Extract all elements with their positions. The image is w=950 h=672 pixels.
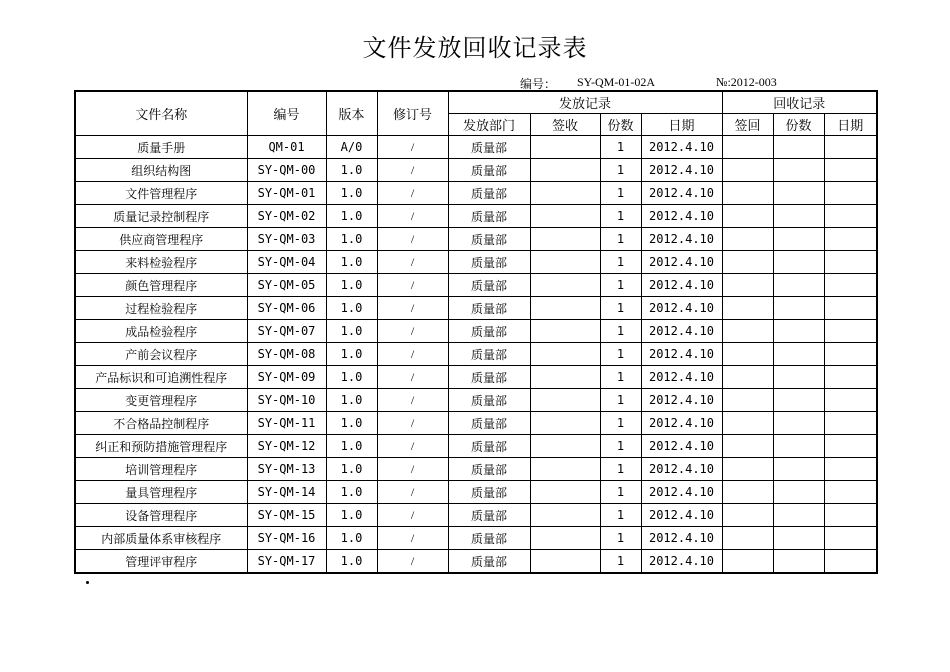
cell-recover-copies — [773, 159, 824, 182]
cell-recover-sign — [722, 481, 773, 504]
cell-issue-date: 2012.4.10 — [641, 504, 722, 527]
cell-issue-copies: 1 — [600, 136, 641, 159]
cell-recover-copies — [773, 320, 824, 343]
cell-recover-sign — [722, 343, 773, 366]
cell-revision: / — [377, 435, 448, 458]
bullet-dot — [86, 581, 89, 584]
cell-issue-sign — [530, 550, 600, 574]
table-row — [75, 159, 877, 182]
cell-code: SY-QM-17 — [247, 550, 326, 574]
cell-recover-sign — [722, 274, 773, 297]
cell-file-name: 文件管理程序 — [75, 182, 247, 205]
cell-issue-date: 2012.4.10 — [641, 159, 722, 182]
cell-issue-dept: 质量部 — [448, 481, 530, 504]
cell-version: 1.0 — [326, 297, 377, 320]
cell-issue-date: 2012.4.10 — [641, 297, 722, 320]
cell-issue-sign — [530, 274, 600, 297]
cell-recover-copies — [773, 343, 824, 366]
cell-recover-copies — [773, 297, 824, 320]
cell-version: 1.0 — [326, 182, 377, 205]
cell-revision: / — [377, 159, 448, 182]
table-row — [75, 527, 877, 550]
cell-issue-date: 2012.4.10 — [641, 412, 722, 435]
cell-revision: / — [377, 228, 448, 251]
cell-code: SY-QM-16 — [247, 527, 326, 550]
cell-revision: / — [377, 458, 448, 481]
cell-recover-copies — [773, 504, 824, 527]
cell-recover-sign — [722, 504, 773, 527]
cell-issue-sign — [530, 136, 600, 159]
cell-code: SY-QM-09 — [247, 366, 326, 389]
cell-revision: / — [377, 251, 448, 274]
cell-recover-date — [824, 274, 877, 297]
cell-issue-sign — [530, 205, 600, 228]
cell-issue-dept: 质量部 — [448, 412, 530, 435]
cell-issue-date: 2012.4.10 — [641, 228, 722, 251]
cell-recover-copies — [773, 550, 824, 574]
cell-code: SY-QM-01 — [247, 182, 326, 205]
cell-version: 1.0 — [326, 481, 377, 504]
cell-issue-dept: 质量部 — [448, 366, 530, 389]
cell-issue-sign — [530, 297, 600, 320]
table-row — [75, 205, 877, 228]
table-row — [75, 389, 877, 412]
cell-version: 1.0 — [326, 458, 377, 481]
distribution-record-table — [74, 90, 878, 574]
cell-recover-copies — [773, 251, 824, 274]
cell-revision: / — [377, 366, 448, 389]
cell-file-name: 量具管理程序 — [75, 481, 247, 504]
table-row — [75, 481, 877, 504]
cell-recover-copies — [773, 412, 824, 435]
cell-recover-copies — [773, 389, 824, 412]
cell-recover-sign — [722, 297, 773, 320]
cell-file-name: 产前会议程序 — [75, 343, 247, 366]
cell-recover-copies — [773, 481, 824, 504]
cell-issue-copies: 1 — [600, 550, 641, 574]
cell-recover-date — [824, 228, 877, 251]
cell-code: SY-QM-10 — [247, 389, 326, 412]
cell-revision: / — [377, 182, 448, 205]
cell-issue-copies: 1 — [600, 159, 641, 182]
cell-recover-date — [824, 251, 877, 274]
cell-file-name: 纠正和预防措施管理程序 — [75, 435, 247, 458]
cell-recover-copies — [773, 274, 824, 297]
cell-version: 1.0 — [326, 205, 377, 228]
cell-issue-sign — [530, 435, 600, 458]
cell-revision: / — [377, 274, 448, 297]
cell-recover-copies — [773, 435, 824, 458]
cell-issue-date: 2012.4.10 — [641, 320, 722, 343]
cell-issue-dept: 质量部 — [448, 159, 530, 182]
cell-code: SY-QM-07 — [247, 320, 326, 343]
cell-issue-copies: 1 — [600, 274, 641, 297]
table-row — [75, 251, 877, 274]
cell-recover-date — [824, 343, 877, 366]
cell-recover-copies — [773, 205, 824, 228]
cell-issue-copies: 1 — [600, 182, 641, 205]
cell-issue-sign — [530, 343, 600, 366]
cell-issue-copies: 1 — [600, 228, 641, 251]
cell-version: 1.0 — [326, 389, 377, 412]
cell-issue-sign — [530, 182, 600, 205]
cell-recover-date — [824, 320, 877, 343]
header-version: 版本 — [326, 91, 377, 136]
header-revision: 修订号 — [377, 91, 448, 136]
cell-issue-sign — [530, 320, 600, 343]
cell-file-name: 质量手册 — [75, 136, 247, 159]
cell-issue-sign — [530, 458, 600, 481]
cell-version: 1.0 — [326, 159, 377, 182]
header-code: 编号 — [247, 91, 326, 136]
cell-recover-copies — [773, 228, 824, 251]
header-recover-date: 日期 — [824, 114, 877, 136]
table-row — [75, 320, 877, 343]
cell-recover-date — [824, 458, 877, 481]
cell-version: 1.0 — [326, 251, 377, 274]
cell-recover-copies — [773, 366, 824, 389]
table-row — [75, 412, 877, 435]
cell-issue-sign — [530, 504, 600, 527]
cell-issue-dept: 质量部 — [448, 182, 530, 205]
table-row — [75, 504, 877, 527]
cell-recover-copies — [773, 527, 824, 550]
cell-file-name: 来料检验程序 — [75, 251, 247, 274]
cell-recover-sign — [722, 366, 773, 389]
cell-file-name: 供应商管理程序 — [75, 228, 247, 251]
cell-file-name: 质量记录控制程序 — [75, 205, 247, 228]
cell-file-name: 内部质量体系审核程序 — [75, 527, 247, 550]
cell-version: 1.0 — [326, 412, 377, 435]
cell-recover-sign — [722, 320, 773, 343]
header-issue-group: 发放记录 — [448, 91, 722, 114]
cell-issue-copies: 1 — [600, 320, 641, 343]
cell-recover-date — [824, 504, 877, 527]
cell-issue-dept: 质量部 — [448, 527, 530, 550]
cell-code: SY-QM-02 — [247, 205, 326, 228]
cell-revision: / — [377, 550, 448, 574]
cell-issue-date: 2012.4.10 — [641, 550, 722, 574]
cell-recover-copies — [773, 458, 824, 481]
header-issue-sign: 签收 — [530, 114, 600, 136]
cell-code: SY-QM-12 — [247, 435, 326, 458]
cell-file-name: 产品标识和可追溯性程序 — [75, 366, 247, 389]
cell-revision: / — [377, 320, 448, 343]
form-code-label: 编号： — [520, 77, 557, 91]
cell-file-name: 组织结构图 — [75, 159, 247, 182]
header-recover-group: 回收记录 — [722, 91, 877, 114]
cell-recover-date — [824, 159, 877, 182]
cell-code: SY-QM-13 — [247, 458, 326, 481]
cell-code: SY-QM-08 — [247, 343, 326, 366]
cell-issue-dept: 质量部 — [448, 297, 530, 320]
cell-revision: / — [377, 481, 448, 504]
header-issue-dept: 发放部门 — [448, 114, 530, 136]
cell-file-name: 过程检验程序 — [75, 297, 247, 320]
cell-issue-copies: 1 — [600, 366, 641, 389]
cell-code: SY-QM-00 — [247, 159, 326, 182]
cell-code: SY-QM-14 — [247, 481, 326, 504]
cell-revision: / — [377, 205, 448, 228]
cell-revision: / — [377, 527, 448, 550]
cell-issue-sign — [530, 412, 600, 435]
table-row — [75, 136, 877, 159]
cell-issue-copies: 1 — [600, 481, 641, 504]
cell-issue-sign — [530, 527, 600, 550]
cell-issue-sign — [530, 389, 600, 412]
cell-issue-copies: 1 — [600, 458, 641, 481]
cell-recover-sign — [722, 228, 773, 251]
cell-code: SY-QM-06 — [247, 297, 326, 320]
cell-issue-copies: 1 — [600, 297, 641, 320]
cell-version: 1.0 — [326, 527, 377, 550]
cell-revision: / — [377, 297, 448, 320]
cell-file-name: 颜色管理程序 — [75, 274, 247, 297]
cell-revision: / — [377, 412, 448, 435]
cell-issue-copies: 1 — [600, 251, 641, 274]
cell-version: 1.0 — [326, 274, 377, 297]
cell-recover-sign — [722, 550, 773, 574]
cell-recover-date — [824, 481, 877, 504]
cell-recover-date — [824, 550, 877, 574]
cell-code: QM-01 — [247, 136, 326, 159]
cell-recover-sign — [722, 527, 773, 550]
cell-recover-sign — [722, 159, 773, 182]
header-recover-copies: 份数 — [773, 114, 824, 136]
cell-revision: / — [377, 504, 448, 527]
cell-recover-copies — [773, 136, 824, 159]
cell-issue-copies: 1 — [600, 504, 641, 527]
cell-revision: / — [377, 389, 448, 412]
table-row — [75, 458, 877, 481]
cell-issue-date: 2012.4.10 — [641, 389, 722, 412]
cell-issue-dept: 质量部 — [448, 504, 530, 527]
cell-recover-sign — [722, 458, 773, 481]
cell-issue-date: 2012.4.10 — [641, 527, 722, 550]
cell-issue-copies: 1 — [600, 412, 641, 435]
cell-issue-copies: 1 — [600, 205, 641, 228]
header-file-name: 文件名称 — [75, 91, 247, 136]
table-row — [75, 228, 877, 251]
cell-file-name: 不合格品控制程序 — [75, 412, 247, 435]
cell-revision: / — [377, 343, 448, 366]
page-title: 文件发放回收记录表 — [362, 34, 588, 62]
cell-recover-sign — [722, 136, 773, 159]
cell-recover-date — [824, 527, 877, 550]
cell-version: 1.0 — [326, 550, 377, 574]
cell-issue-sign — [530, 159, 600, 182]
cell-issue-dept: 质量部 — [448, 389, 530, 412]
form-number: №:2012-003 — [716, 75, 777, 89]
cell-version: 1.0 — [326, 228, 377, 251]
table-row — [75, 297, 877, 320]
cell-file-name: 管理评审程序 — [75, 550, 247, 574]
cell-recover-date — [824, 366, 877, 389]
table-row — [75, 366, 877, 389]
cell-code: SY-QM-05 — [247, 274, 326, 297]
cell-issue-dept: 质量部 — [448, 343, 530, 366]
cell-recover-date — [824, 412, 877, 435]
cell-issue-date: 2012.4.10 — [641, 274, 722, 297]
cell-file-name: 培训管理程序 — [75, 458, 247, 481]
cell-issue-dept: 质量部 — [448, 550, 530, 574]
cell-version: 1.0 — [326, 504, 377, 527]
table-row — [75, 550, 877, 574]
cell-issue-copies: 1 — [600, 435, 641, 458]
table-row — [75, 182, 877, 205]
cell-issue-dept: 质量部 — [448, 251, 530, 274]
cell-recover-date — [824, 205, 877, 228]
cell-recover-sign — [722, 251, 773, 274]
cell-version: 1.0 — [326, 366, 377, 389]
cell-recover-sign — [722, 182, 773, 205]
cell-recover-date — [824, 182, 877, 205]
cell-issue-date: 2012.4.10 — [641, 435, 722, 458]
cell-issue-date: 2012.4.10 — [641, 205, 722, 228]
cell-recover-date — [824, 136, 877, 159]
cell-recover-date — [824, 435, 877, 458]
header-issue-copies: 份数 — [600, 114, 641, 136]
cell-issue-sign — [530, 251, 600, 274]
cell-recover-date — [824, 389, 877, 412]
cell-file-name: 变更管理程序 — [75, 389, 247, 412]
cell-issue-dept: 质量部 — [448, 435, 530, 458]
cell-issue-date: 2012.4.10 — [641, 481, 722, 504]
cell-recover-sign — [722, 435, 773, 458]
cell-code: SY-QM-03 — [247, 228, 326, 251]
cell-code: SY-QM-11 — [247, 412, 326, 435]
table-row — [75, 435, 877, 458]
cell-recover-date — [824, 297, 877, 320]
cell-issue-dept: 质量部 — [448, 228, 530, 251]
cell-issue-date: 2012.4.10 — [641, 136, 722, 159]
cell-issue-dept: 质量部 — [448, 136, 530, 159]
cell-version: 1.0 — [326, 343, 377, 366]
cell-file-name: 设备管理程序 — [75, 504, 247, 527]
cell-issue-date: 2012.4.10 — [641, 343, 722, 366]
cell-issue-sign — [530, 366, 600, 389]
cell-version: 1.0 — [326, 435, 377, 458]
cell-issue-dept: 质量部 — [448, 458, 530, 481]
table-row — [75, 274, 877, 297]
cell-issue-copies: 1 — [600, 343, 641, 366]
cell-issue-sign — [530, 228, 600, 251]
cell-revision: / — [377, 136, 448, 159]
cell-issue-sign — [530, 481, 600, 504]
cell-recover-sign — [722, 412, 773, 435]
form-code: SY-QM-01-02A — [577, 75, 655, 89]
cell-issue-copies: 1 — [600, 389, 641, 412]
header-recover-sign: 签回 — [722, 114, 773, 136]
cell-code: SY-QM-15 — [247, 504, 326, 527]
cell-code: SY-QM-04 — [247, 251, 326, 274]
cell-issue-date: 2012.4.10 — [641, 251, 722, 274]
cell-version: A/0 — [326, 136, 377, 159]
cell-recover-copies — [773, 182, 824, 205]
cell-issue-dept: 质量部 — [448, 320, 530, 343]
table-row — [75, 343, 877, 366]
cell-issue-date: 2012.4.10 — [641, 366, 722, 389]
cell-issue-dept: 质量部 — [448, 274, 530, 297]
cell-version: 1.0 — [326, 320, 377, 343]
cell-file-name: 成品检验程序 — [75, 320, 247, 343]
cell-recover-sign — [722, 389, 773, 412]
header-issue-date: 日期 — [641, 114, 722, 136]
cell-issue-date: 2012.4.10 — [641, 182, 722, 205]
cell-issue-copies: 1 — [600, 527, 641, 550]
cell-issue-date: 2012.4.10 — [641, 458, 722, 481]
cell-recover-sign — [722, 205, 773, 228]
cell-issue-dept: 质量部 — [448, 205, 530, 228]
